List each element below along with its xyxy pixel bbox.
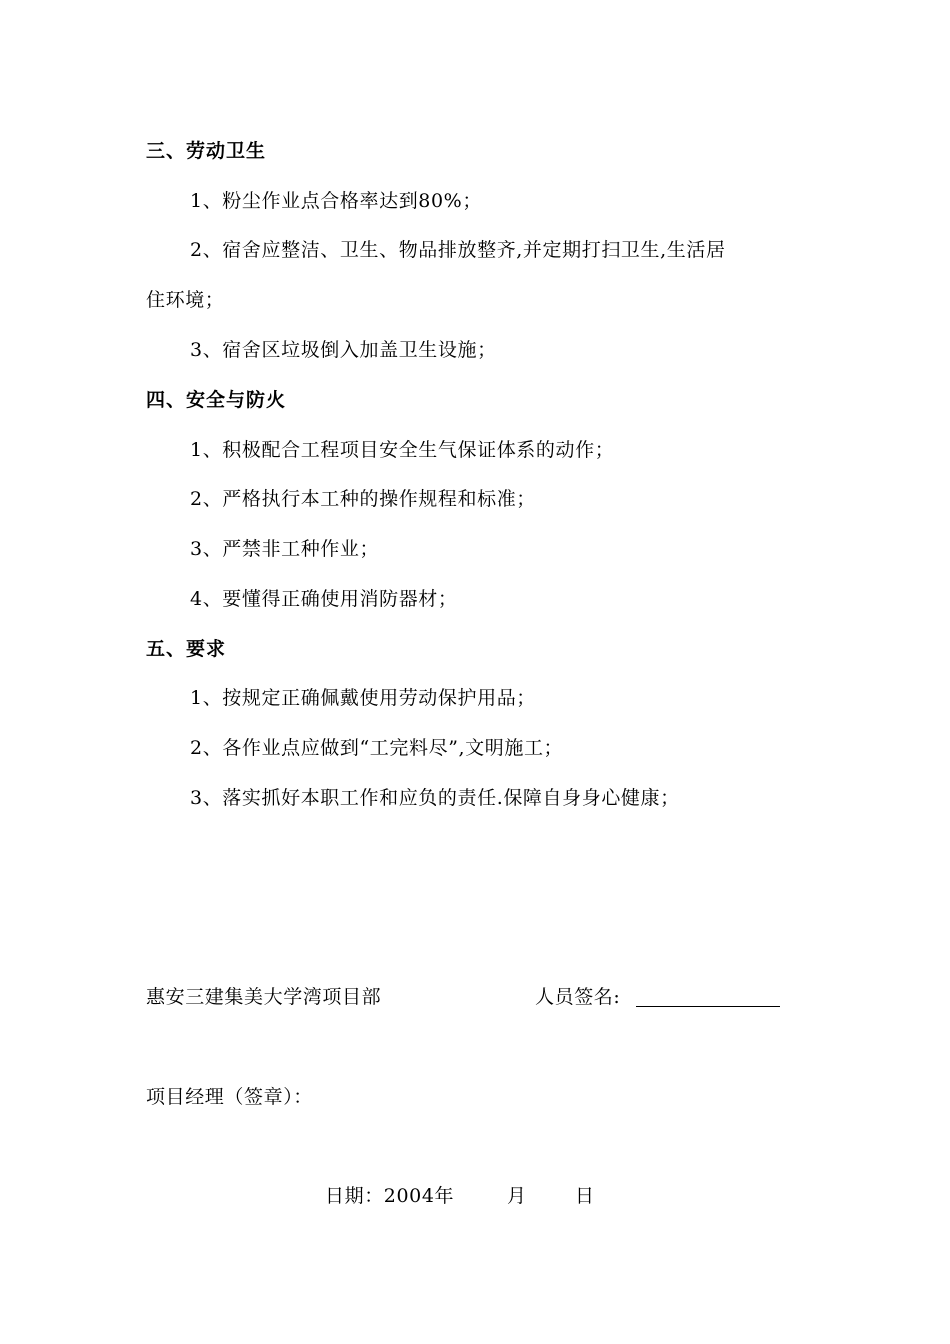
- date-label: 日期：2004年: [325, 1185, 455, 1207]
- signature-label: 人员签名:: [535, 986, 621, 1008]
- section-item: 1、粉尘作业点合格率达到80%；: [190, 190, 482, 212]
- section-item: 2、宿舍应整洁、卫生、物品排放整齐,并定期打扫卫生,生活居: [190, 239, 726, 261]
- section-heading-labor-hygiene: 三、劳动卫生: [146, 140, 267, 162]
- section-item: 2、严格执行本工种的操作规程和标准；: [190, 488, 536, 510]
- signature-blank-line: [636, 1006, 780, 1007]
- section-item: 3、严禁非工种作业；: [190, 538, 380, 560]
- department-name: 惠安三建集美大学湾项目部: [146, 986, 382, 1008]
- section-item: 1、按规定正确佩戴使用劳动保护用品；: [190, 687, 536, 709]
- section-item: 2、各作业点应做到“工完料尽”,文明施工；: [190, 737, 564, 759]
- section-heading-requirements: 五、要求: [146, 638, 227, 660]
- section-item: 3、落实抓好本职工作和应负的责任.保障自身身心健康；: [190, 787, 680, 809]
- section-item: 1、积极配合工程项目安全生气保证体系的动作；: [190, 439, 615, 461]
- section-heading-safety-fire: 四、安全与防火: [146, 389, 287, 411]
- section-item: 3、宿舍区垃圾倒入加盖卫生设施；: [190, 339, 497, 361]
- section-item-continuation: 住环境；: [146, 289, 225, 311]
- day-label: 日: [575, 1185, 595, 1207]
- month-label: 月: [507, 1185, 527, 1207]
- section-item: 4、要懂得正确使用消防器材；: [190, 588, 458, 610]
- manager-signature-label: 项目经理（签章）：: [146, 1086, 313, 1108]
